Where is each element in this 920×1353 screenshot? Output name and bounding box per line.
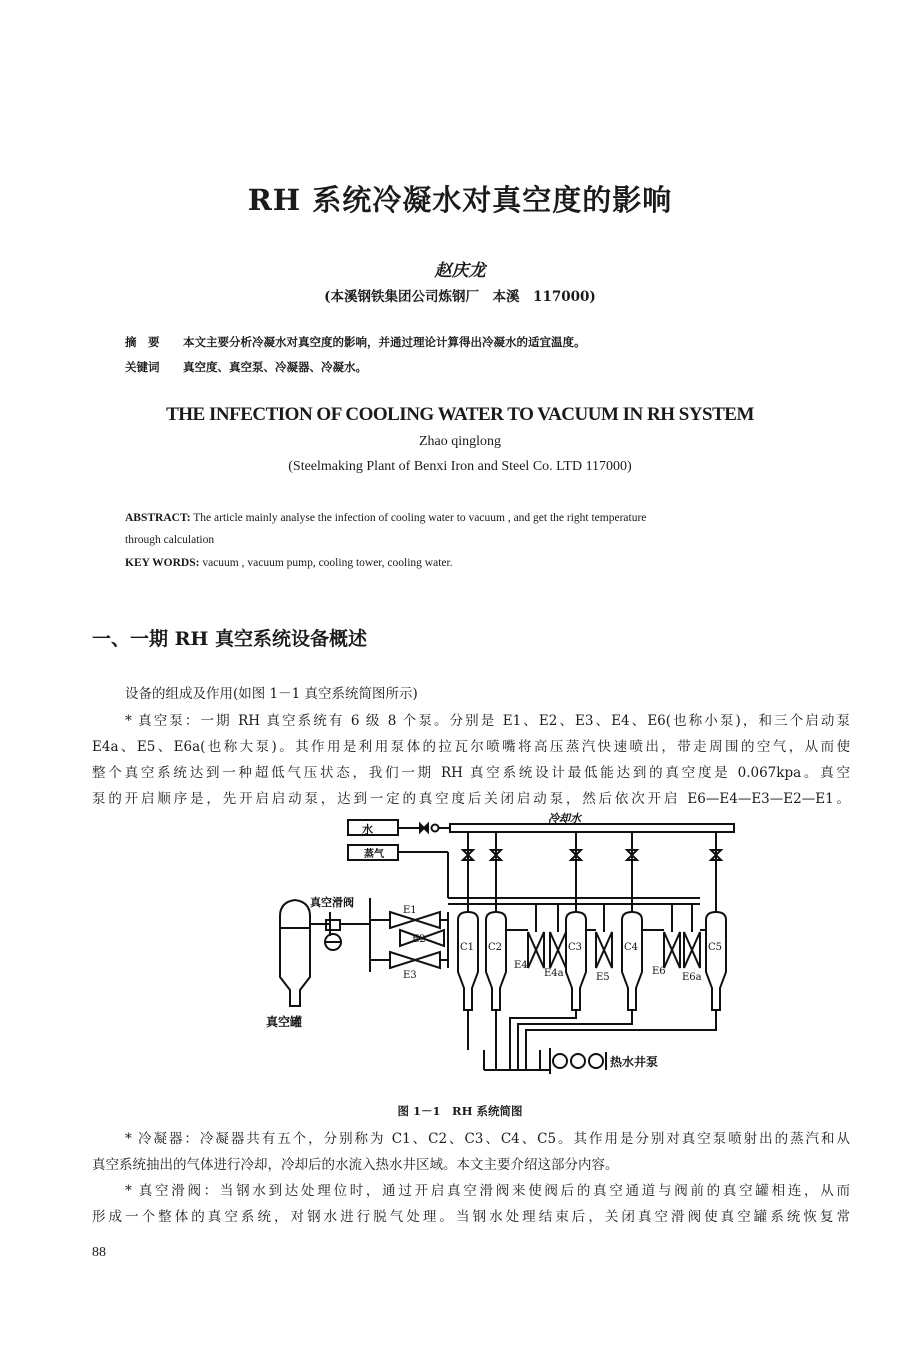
label-e3: E3 (403, 970, 417, 981)
label-c1: C1 (460, 942, 475, 953)
english-keywords (125, 557, 453, 569)
paragraph-intro: 设备的组成及作用(如图 1－1 真空系统简图所示) (125, 686, 418, 702)
condenser-c5 (706, 912, 726, 1010)
english-abstract-line2: through calculation (125, 534, 215, 546)
label-steam: 蒸气 (364, 849, 384, 860)
label-water: 水 (362, 823, 373, 836)
label-e6: E6 (652, 966, 666, 977)
valve-paragraph-line: 形成一个整体的真空系统，对钢水进行脱气处理。当钢水处理结束后，关闭真空滑阀使真空罐系统恢复常 (92, 1209, 850, 1225)
figure-caption: 图 1－1 RH 系统简图 (397, 1104, 523, 1118)
condenser-c3 (566, 912, 586, 1010)
english-affiliation: (Steelmaking Plant of Benxi Iron and Steel Co. LTD 117000) (288, 459, 632, 474)
label-e4a: E4a (544, 968, 564, 979)
hotwell-pump-3 (589, 1054, 603, 1068)
condenser-paragraph-line: * 冷凝器：冷凝器共有五个，分别称为 C1、C2、C3、C4、C5。其作用是分别对真空泵喷射出的蒸汽和从 (125, 1131, 850, 1147)
pump-e4a (550, 932, 566, 968)
pump-e4 (528, 932, 544, 968)
english-keywords-text: vacuum , vacuum pump, cooling tower, cooling water. (199, 557, 453, 569)
label-c2: C2 (488, 942, 503, 953)
hotwell-pump-2 (571, 1054, 585, 1068)
english-abstract-line1 (125, 512, 646, 524)
label-e2: E2 (412, 934, 426, 945)
abstract-cn (125, 334, 586, 350)
condenser-paragraph-line: 真空系统抽出的气体进行冷却，冷却后的水流入热水井区域。本文主要介绍这部分内容。 (92, 1157, 619, 1173)
label-vacuum-valve: 真空滑阀 (310, 896, 354, 909)
abstract-cn-text: 本文主要分析冷凝水对真空度的影响，并通过理论计算得出冷凝水的适宜温度。 (183, 335, 586, 349)
pump-paragraph-line: 泵的开启顺序是，先开启启动泵，达到一定的真空度后关闭启动泵，然后依次开启 E6—E4—E3—E2—E1。 (92, 791, 850, 807)
abstract-cn-label: 摘 要 (125, 335, 160, 349)
author-affiliation: (本溪钢铁集团公司炼钢厂 本溪 117000) (324, 289, 596, 305)
paper-title: RH 系统冷凝水对真空度的影响 (247, 183, 673, 217)
author-name: 赵庆龙 (434, 261, 486, 281)
label-vacuum-tank: 真空罐 (266, 1015, 303, 1029)
english-keywords-label: KEY WORDS: (125, 557, 200, 569)
label-c5: C5 (708, 942, 723, 953)
label-c3: C3 (568, 942, 583, 953)
pump-paragraph-line: 整个真空系统达到一种超低气压状态，我们一期 RH 真空系统设计最低能达到的真空度是 0.067kpa。真空 (92, 765, 850, 781)
hotwell-pump-1 (553, 1054, 567, 1068)
keywords-cn-label: 关键词 (125, 360, 160, 374)
condenser-c2 (486, 912, 506, 1010)
page-number: 88 (92, 1245, 106, 1260)
label-e4: E4 (514, 960, 528, 971)
rh-system-diagram (260, 812, 750, 1084)
english-author: Zhao qinglong (418, 434, 502, 449)
label-hotwell-pumps: 热水井泵 (610, 1055, 659, 1069)
keywords-cn-text: 真空度、真空泵、冷凝器、冷凝水。 (183, 360, 367, 374)
pump-e5 (596, 932, 612, 968)
label-c4: C4 (624, 942, 639, 953)
label-cooling-water: 冷却水 (548, 812, 581, 825)
english-abstract-label: ABSTRACT: (125, 512, 191, 524)
label-e6a: E6a (682, 972, 702, 983)
condenser-c1 (458, 912, 478, 1010)
pump-e6 (664, 932, 680, 968)
pump-paragraph-line: * 真空泵：一期 RH 真空系统有 6 级 8 个泵。分别是 E1、E2、E3、E4、E6(也称小泵)，和三个启动泵 (125, 713, 850, 729)
english-abstract-text: The article mainly analyse the infection of cooling water to vacuum , and get the right temperature (190, 512, 647, 524)
cooling-water-header (450, 824, 734, 832)
section-heading: 一、一期 RH 真空系统设备概述 (92, 628, 367, 650)
pump-e6a (684, 932, 700, 968)
keywords-cn (125, 359, 367, 375)
vacuum-tank-shape (280, 900, 310, 1006)
label-e1: E1 (403, 905, 417, 916)
english-title: THE INFECTION OF COOLING WATER TO VACUUM IN RH SYSTEM (166, 404, 754, 425)
label-e5: E5 (596, 972, 610, 983)
pump-e3 (390, 952, 440, 968)
pump-paragraph-line: E4a、E5、E6a(也称大泵)。其作用是利用泵体的拉瓦尔喷嘴将高压蒸汽快速喷出，带走周围的空气，从而使 (92, 739, 850, 755)
condenser-c4 (622, 912, 642, 1010)
water-box (348, 820, 398, 835)
valve-paragraph-line: * 真空滑阀：当钢水到达处理位时，通过开启真空滑阀来使阀后的真空通道与阀前的真空罐相连，从而 (125, 1183, 850, 1199)
